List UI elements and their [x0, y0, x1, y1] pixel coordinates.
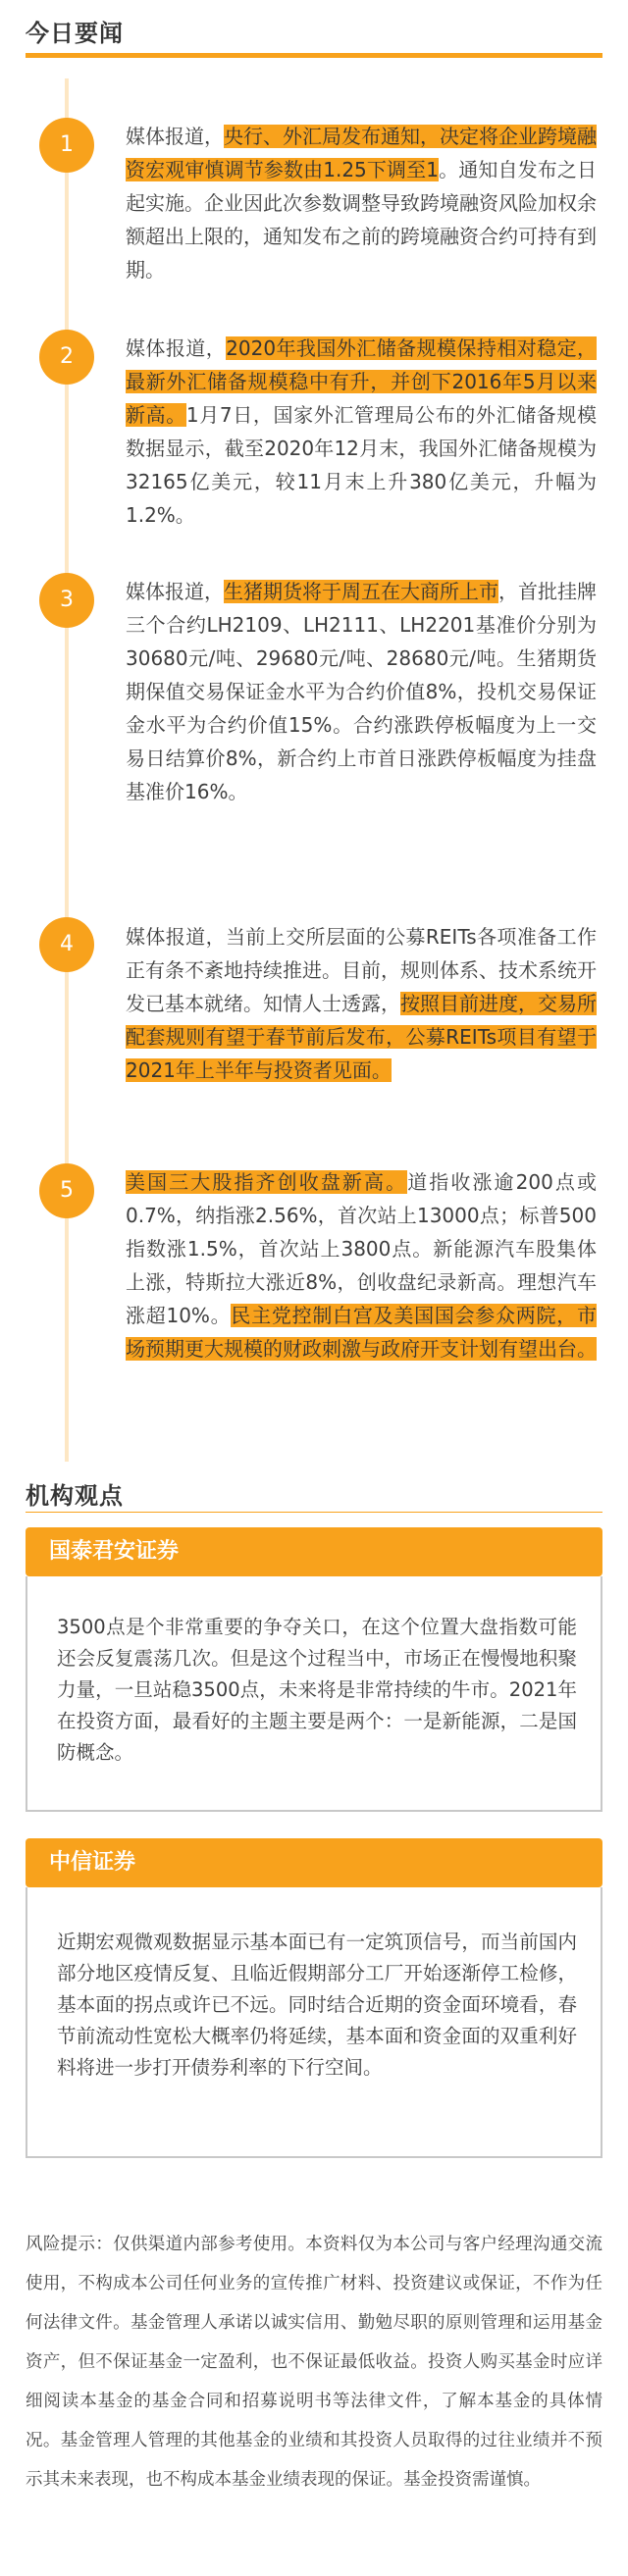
timeline-line: [65, 78, 69, 1462]
news-highlight: 按照目前进度，交易所配套规则有望于春节前后发布，公募REITs项目有望于2021年上半年与投资者见面。: [126, 992, 597, 1082]
opinion-header-guotaijunan: 国泰君安证券: [26, 1527, 602, 1576]
news-number-badge: 5: [39, 1163, 94, 1218]
news-text: 1月7日，国家外汇管理局公布的外汇储备规模数据显示，截至2020年12月末，我国外汇储备规模为32165亿美元，较11月末上升380亿美元，升幅为1.2%。: [126, 403, 598, 527]
news-item-4: [126, 920, 597, 1087]
news-text: 媒体报道，当前上交所层面的公募REITs各项准备工作正有条不紊地持续推进。目前，规则体系、技术系统开发已基本就绪。知情人士透露，: [126, 925, 597, 1015]
opinion-header-citic: 中信证券: [26, 1838, 602, 1887]
risk-disclaimer: 风险提示：仅供渠道内部参考使用。本资料仅为本公司与客户经理沟通交流使用，不构成本公司任何业务的宣传推广材料、投资建议或保证，不作为任何法律文件。基金管理人承诺以诚实信用、勤勉尽职的原则管理和运用基金资产，但不保证基金一定盈利，也不保证最低收益。投资人购买基金时应详细阅读本基金的基金合同和招募说明书等法律文件，了解本基金的具体情况。基金管理人管理的其他基金的业绩和其投资人员取得的过往业绩并不预示其未来表现，也不构成本基金业绩表现的保证。基金投资需谨慎。: [26, 2235, 602, 2490]
section-underline: [26, 53, 602, 58]
news-item-2: [126, 332, 597, 532]
news-number-badge: 1: [39, 118, 94, 173]
section-underline: [26, 1512, 602, 1513]
section-title-news: 今日要闻: [26, 20, 124, 47]
opinion-box-guotaijunan: [26, 1576, 602, 1812]
news-highlight: 民主党控制白宫及美国国会参众两院，市场预期更大规模的财政刺激与政府开支计划有望出台。: [126, 1304, 598, 1361]
news-text: 。通知自发布之日起实施。企业因此次参数调整导致跨境融资风险加权余额超出上限的，通知发布之前的跨境融资合约可持有到期。: [126, 158, 597, 282]
news-text: 道指收涨逾200点或0.7%，纳指涨2.56%，首次站上13000点；标普500指数涨1.5%，首次站上3800点。新能源汽车股集体上涨，特斯拉大涨近8%，创收盘纪录新高。理想汽车涨超10%。: [126, 1170, 597, 1327]
section-header-news: [26, 10, 602, 63]
opinion-box-citic: [26, 1887, 602, 2158]
news-item-3: [126, 575, 597, 808]
section-header-opinions: [26, 1476, 602, 1516]
news-number-badge: 3: [39, 573, 94, 628]
news-highlight: 央行、外汇局发布通知，决定将企业跨境融资宏观审慎调节参数由1.25下调至1: [126, 125, 597, 181]
news-item-1: [126, 120, 597, 286]
news-highlight: 2020年我国外汇储备规模保持相对稳定，最新外汇储备规模稳中有升，并创下2016年5月以来新高。: [126, 336, 597, 427]
news-item-5: [126, 1165, 597, 1365]
news-highlight: 生猪期货将于周五在大商所上市: [224, 580, 498, 603]
news-number-badge: 2: [39, 330, 94, 385]
section-title-opinions: 机构观点: [26, 1482, 124, 1510]
news-number-badge: 4: [39, 917, 94, 972]
news-text: 媒体报道，: [126, 125, 224, 148]
opinion-text: 近期宏观微观数据显示基本面已有一定筑顶信号，而当前国内部分地区疫情反复、且临近假期部分工厂开始逐渐停工检修，基本面的拐点或许已不远。同时结合近期的资金面环境看，春节前流动性宽松大概率仍将延续，基本面和资金面的双重利好料将进一步打开债券利率的下行空间。: [57, 1931, 577, 2079]
opinion-text: 3500点是个非常重要的争夺关口，在这个位置大盘指数可能还会反复震荡几次。但是这个过程当中，市场正在慢慢地积聚力量，一旦站稳3500点，未来将是非常持续的牛市。2021年在投资方面，最看好的主题主要是两个：一是新能源，二是国防概念。: [57, 1616, 577, 1764]
news-text: 媒体报道，: [126, 580, 224, 603]
news-text: ，首批挂牌三个合约LH2109、LH2111、LH2201基准价分别为30680元/吨、29680元/吨、28680元/吨。生猪期货期保值交易保证金水平为合约价值8%，投机交易保证金水平为合约价值15%。合约涨跌停板幅度为上一交易日结算价8%，新合约上市首日涨跌停板幅度为挂盘基准价16%。: [126, 580, 597, 803]
news-text: 媒体报道，: [126, 336, 227, 360]
news-highlight: 美国三大股指齐创收盘新高。: [126, 1170, 408, 1194]
